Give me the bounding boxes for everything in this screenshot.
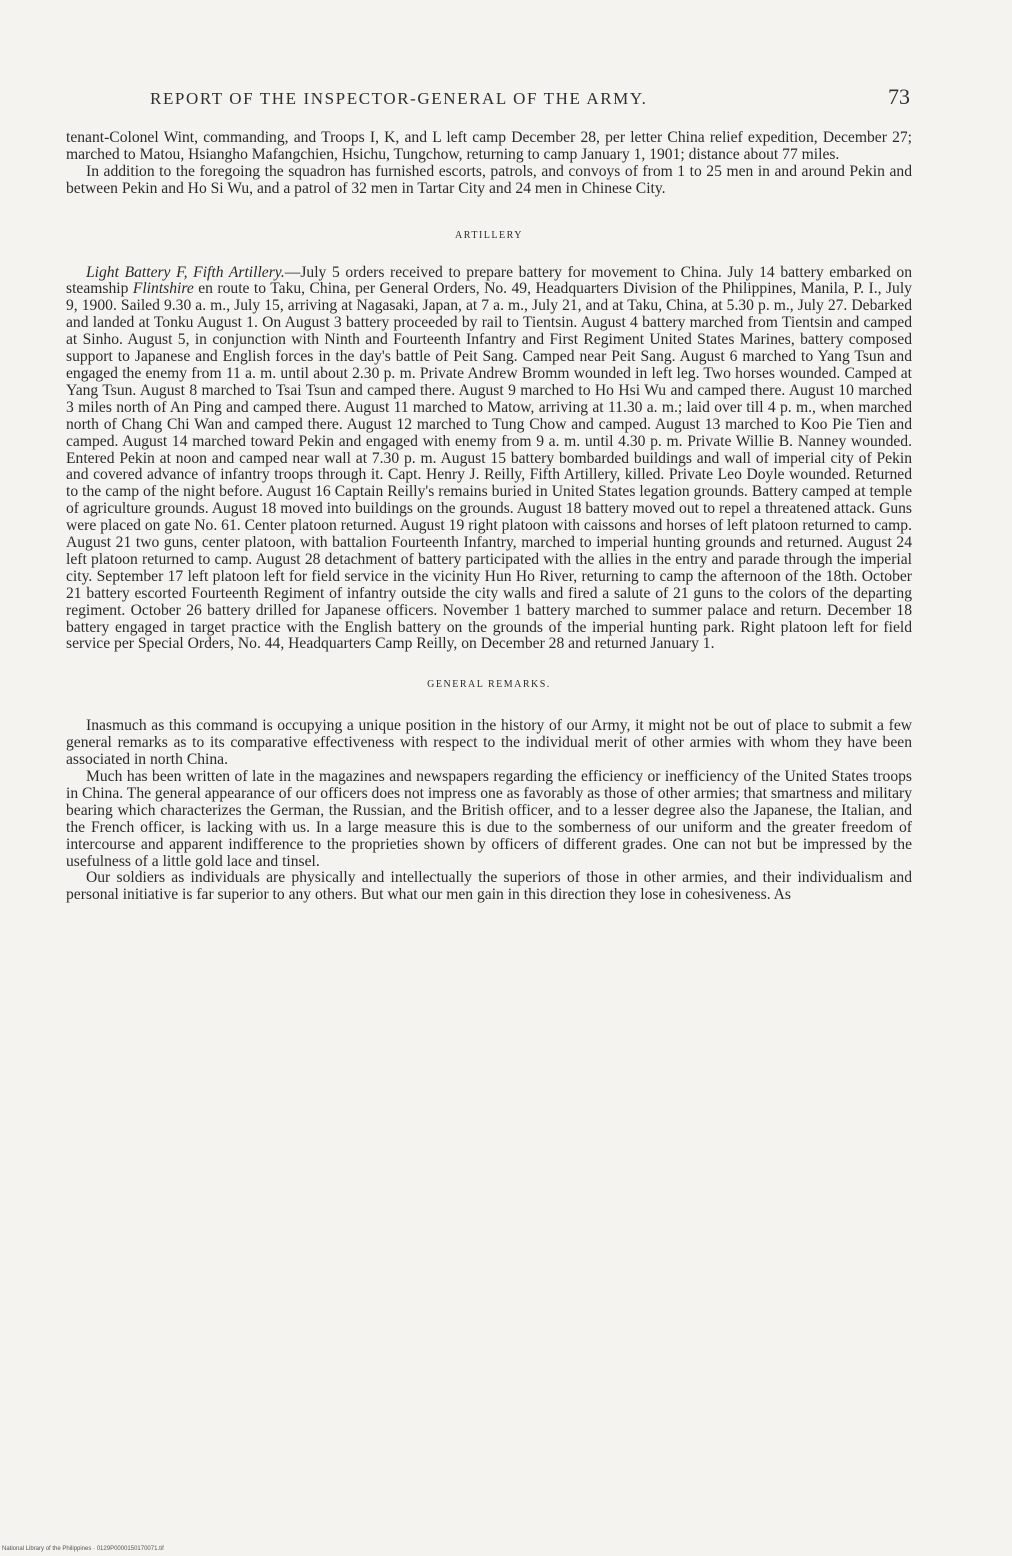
paragraph-continuation: tenant-Colonel Wint, commanding, and Troops I, K, and L left camp December 28, per letter China relief expedition, December 27; marched to Matou, Hsiangho Mafangchien, Hsichu, Tungchow, returning to camp January 1, 1901; distance about 77 miles. — [66, 129, 912, 163]
page-number: 73 — [888, 84, 910, 109]
paragraph-escorts: In addition to the foregoing the squadron has furnished escorts, patrols, and convoys of from 1 to 25 men in and around Pekin and between Pekin and Ho Si Wu, and a patrol of 32 men in Tartar City and 24 men in Chinese City. — [66, 162, 912, 197]
ship-name: Flintshire — [132, 280, 194, 298]
battery-text-b: en route to Taku, China, per General Orders, No. 49, Headquarters Division of the Philippines, Manila, P. I., July 9, 1900. Sailed 9.30 a. m., July 15, arriving at Nagasaki, Japan, at 7 a. m., July 21, and at Taku, China, at 5.30 p. m., July 27. Debarked and landed at Tonku August 1. On August 3 battery proceeded by rail to Tientsin. August 4 battery marched from Tientsin and camped at Sinho. August 5, in conjunction with Ninth and Fourteenth Infantry and First Regiment United States Marines, battery composed support to Japanese and English forces in the day's battle of Peit Sang. Camped near Peit Sang. August 6 marched to Yang Tsun and engaged the enemy from 11 a. m. until about 2.30 p. m. Private Andrew Bromm wounded in left leg. Two horses wounded. Camped at Yang Tsun. August 8 marched to Tsai Tsun and camped there. August 9 marched to Ho Hsi Wu and camped there. August 10 marched 3 miles north of An Ping and camped there. August 11 marched to Matow, arriving at 11.30 a. m.; laid over till 4 p. m., when marched north of Chang Chi Wan and camped there. August 12 marched to Tung Chow and camped. August 13 marched to Koo Pie Tien and camped. August 14 marched toward Pekin and engaged with enemy from 9 a. m. until 4.30 p. m. Private Willie B. Nanney wounded. Entered Pekin at noon and camped near wall at 7.30 p. m. August 15 battery bombarded buildings and wall of imperial city of Pekin and covered advance of infantry troops through it. Capt. Henry J. Reilly, Fifth Artillery, killed. Private Leo Doyle wounded. Returned to the camp of the night before. August 16 Captain Reilly's remains buried in United States legation grounds. Battery camped at temple of agriculture grounds. August 18 moved into buildings on the grounds. August 18 battery moved out to repel a threatened attack. Guns were placed on gate No. 61. Center platoon returned. August 19 right platoon with caissons and horses of left platoon returned to camp. August 21 two guns, center platoon, with battalion Fourteenth Infantry, marched to imperial hunting grounds and returned. August 24 left platoon returned to camp. August 28 detachment of battery participated with the allies in the entry and parade through the imperial city. September 17 left platoon left for field service in the vicinity Hun Ho River, returning to camp the afternoon of the 18th. October 21 battery escorted Fourteenth Regiment of infantry outside the city walls and fired a salute of 21 guns to the colors of the departing regiment. October 26 battery drilled for Japanese officers. November 1 battery marched to summer palace and return. December 18 battery engaged in target practice with the English battery on the grounds of the imperial hunting park. Right platoon left for field service per Special Orders, No. 44, Headquarters Camp Reilly, on December 28 and returned January 1. — [66, 280, 912, 653]
paragraph-our-soldiers: Our soldiers as individuals are physically and intellectually the superiors of those in other armies, and their individualism and personal initiative is far superior to any others. But what our men gain in this direction they lose in cohesiveness. As — [66, 869, 912, 904]
paragraph-light-battery — [66, 265, 912, 654]
running-header — [150, 84, 910, 110]
section-heading-artillery: ARTILLERY — [455, 229, 523, 241]
header-title: REPORT OF THE INSPECTOR-GENERAL OF THE ARMY. — [150, 89, 648, 108]
body-text — [66, 130, 912, 904]
battery-text-a: —July 5 orders received to prepare battery for movement to China. July 14 battery embarked on steamship — [66, 263, 913, 298]
paragraph-much-written: Much has been written of late in the magazines and newspapers regarding the efficiency or inefficiency of the United States troops in China. The general appearance of our officers does not impress one as favorably as those of other armies; that smartness and military bearing which characterizes the German, the Russian, and the British officer, and to a lesser degree also the Japanese, the Italian, and the French officer, is lacking with us. In a large measure this is due to the somberness of our uniform and the greater freedom of intercourse and apparent indifference to the proprieties shown by officers of different grades. One can not but be impressed by the usefulness of a little gold lace and tinsel. — [66, 768, 912, 870]
paragraph-inasmuch: Inasmuch as this command is occupying a unique position in the history of our Army, it might not be out of place to submit a few general remarks as to its comparative effectiveness with respect to the individual merit of other armies with whom they have been associated in north China. — [66, 717, 912, 769]
battery-lead-title: Light Battery F, Fifth Artillery. — [86, 263, 285, 281]
scan-footer: National Library of the Philippines · 0129P0000150170071.tif — [2, 1546, 164, 1552]
section-heading-general-remarks: GENERAL REMARKS. — [427, 679, 551, 691]
